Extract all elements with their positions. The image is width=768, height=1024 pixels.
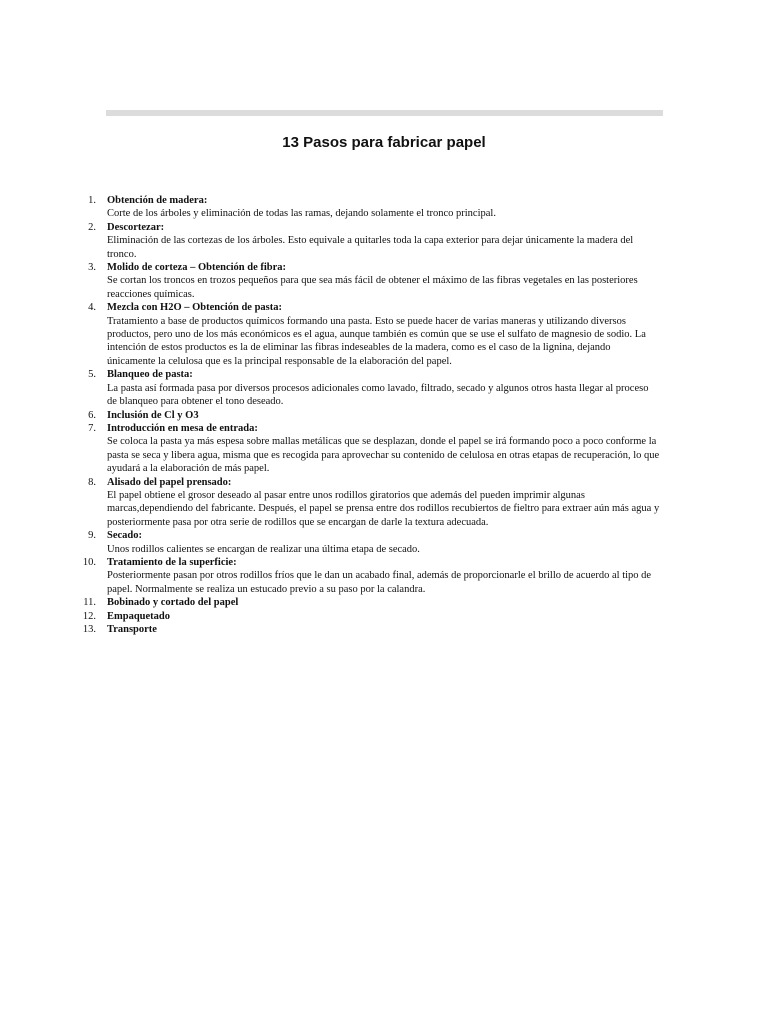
step-title: Descortezar: — [107, 221, 165, 233]
step-item — [0, 422, 660, 476]
step-title: Obtención de madera: — [107, 195, 208, 206]
step-description: Se coloca la pasta ya más espesa sobre mallas metálicas que se desplazan, donde el papel se irá formando poco a poco conforme la pasta se seca y libera agua, misma que es recogida para aprovechar su contenido de celulosa en otras etapas de recuperación, lo que ayudará a la elaboración de más papel. — [107, 436, 660, 475]
step-description: La pasta así formada pasa por diversos procesos adicionales como lavado, filtrado, secado y algunos otros hasta llegar al proceso de blanqueo para obtener el tono deseado. — [107, 382, 649, 408]
step-description: Corte de los árboles y eliminación de todas las ramas, dejando solamente el tronco principal. — [107, 208, 496, 220]
step-item — [0, 476, 660, 530]
step-description: Unos rodillos calientes se encargan de realizar una última etapa de secado. — [107, 543, 420, 555]
document-title: 13 Pasos para fabricar papel — [282, 134, 486, 151]
step-description: Tratamiento a base de productos químicos formando una pasta. Esto se puede hacer de varias maneras y utilizando diversos productos, pero uno de los más económicos es el agua, aunque también es común que se use el sulfato de magnesio de sodio. La intención de estos productos es la de eliminar las fibras indeseables de la madera, como es el caso de la lignina, dejando únicamente la celulosa que es la principal responsable de la elaboración del papel. — [107, 315, 646, 367]
step-item — [0, 409, 660, 422]
step-title: Bobinado y cortado del papel — [107, 597, 239, 609]
step-item — [0, 623, 660, 636]
step-description: Eliminación de las cortezas de los árboles. Esto equivale a quitarles toda la capa exterior para dejar únicamente la madera del tronco. — [107, 235, 634, 260]
step-item — [0, 556, 660, 596]
step-title: Introducción en mesa de entrada: — [107, 422, 258, 434]
step-title: Blanqueo de pasta: — [107, 369, 193, 381]
step-title: Secado: — [107, 530, 142, 542]
step-number: 5. — [88, 369, 96, 381]
step-number: 6. — [88, 409, 96, 421]
step-item — [0, 194, 660, 221]
step-number: 3. — [88, 262, 96, 274]
step-description: Posteriormente pasan por otros rodillos fríos que le dan un acabado final, además de proporcionarle el brillo de acuerdo al tipo de papel. Normalmente se realiza un estucado previo a su paso por la calandra. — [107, 570, 652, 595]
step-number: 4. — [88, 302, 96, 314]
step-number: 13. — [82, 624, 96, 635]
step-description: Se cortan los troncos en trozos pequeños para que sea más fácil de obtener el máximo de las fibras vegetales en las posteriores reacciones químicas. — [107, 275, 638, 300]
step-number: 10. — [82, 556, 96, 568]
step-title: Alisado del papel prensado: — [107, 476, 232, 488]
step-item — [0, 368, 660, 408]
step-number: 1. — [88, 195, 96, 206]
step-title: Mezcla con H2O – Obtención de pasta: — [107, 302, 282, 314]
top-divider — [106, 110, 663, 116]
step-item — [0, 529, 660, 556]
step-number: 11. — [83, 597, 96, 609]
step-title: Transporte — [107, 624, 157, 635]
step-description: El papel obtiene el grosor deseado al pasar entre unos rodillos giratorios que además del pueden imprimir algunas marcas,dependiendo del fabricante. Después, el papel se prensa entre dos rodillos recubiertos de fieltro para extraer aún más agua y posteriormente pasa por otra serie de rodillos que se encargan de darle la textura adecuada. — [107, 489, 660, 528]
step-item — [0, 301, 660, 368]
step-number: 12. — [82, 610, 96, 622]
step-item — [0, 221, 660, 261]
step-title: Inclusión de Cl y O3 — [107, 409, 199, 421]
step-number: 8. — [88, 476, 96, 488]
step-item — [0, 596, 660, 609]
step-title: Molido de corteza – Obtención de fibra: — [107, 262, 287, 274]
steps-list — [0, 194, 768, 636]
step-title: Tratamiento de la superficie: — [107, 556, 237, 568]
step-title: Empaquetado — [107, 610, 171, 622]
step-number: 7. — [88, 422, 96, 434]
step-number: 2. — [88, 221, 96, 233]
step-number: 9. — [88, 530, 96, 542]
step-item — [0, 610, 660, 623]
step-item — [0, 261, 660, 301]
